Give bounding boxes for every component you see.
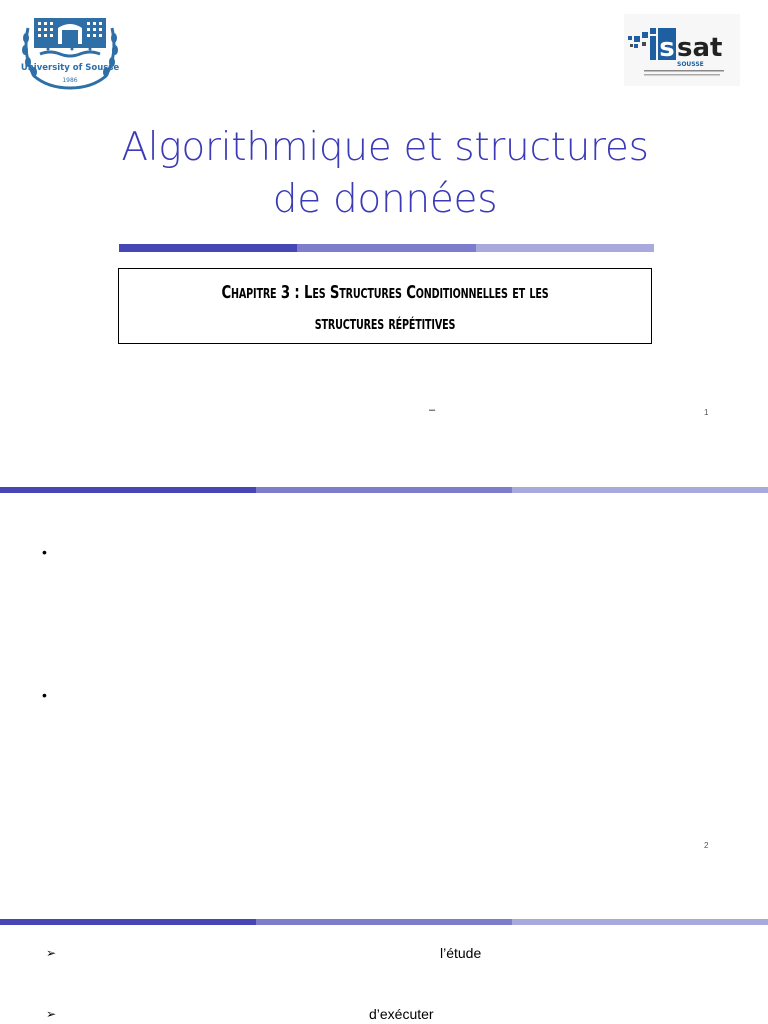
chapter-heading-box <box>118 268 652 344</box>
chapter-line-1: Chapitre 3 : Les Structures Conditionnelles et les <box>221 282 549 303</box>
slide-separator-2 <box>0 919 768 925</box>
slide-title <box>60 122 710 226</box>
separator-segment-mid <box>256 919 512 925</box>
issat-sousse-logo <box>624 14 740 86</box>
dash-mark: – <box>429 404 436 416</box>
title-line-1: Algorithmique et structures <box>121 125 649 170</box>
separator-segment-dark <box>0 919 256 925</box>
text-fragment-2: d’exécuter <box>369 1006 434 1022</box>
bar-segment-mid <box>297 244 475 252</box>
bullet-point-2: • <box>42 687 47 703</box>
bullet-point-1: • <box>42 544 47 560</box>
separator-segment-mid <box>256 487 512 493</box>
bar-segment-light <box>476 244 654 252</box>
separator-segment-light <box>512 487 768 493</box>
slide-number-2: 2 <box>704 841 709 850</box>
svg-text:1986: 1986 <box>62 77 78 84</box>
svg-text:s: s <box>659 33 675 63</box>
text-fragment-1: l’étude <box>440 945 482 961</box>
arrow-bullet-2: ➢ <box>46 1007 57 1021</box>
svg-text:SOUSSE: SOUSSE <box>677 61 704 68</box>
separator-segment-dark <box>0 487 256 493</box>
slide-separator-1 <box>0 487 768 493</box>
arrow-bullet-1: ➢ <box>46 946 57 960</box>
slide-number-1: 1 <box>704 408 709 417</box>
title-underline-bar <box>119 244 654 252</box>
separator-segment-light <box>512 919 768 925</box>
svg-text:University of Sousse: University of Sousse <box>20 63 120 73</box>
svg-text:sat: sat <box>677 33 723 63</box>
university-of-sousse-logo <box>20 14 120 90</box>
title-line-2: de données <box>272 177 498 222</box>
chapter-line-2: structures répétitives <box>314 313 456 334</box>
bar-segment-dark <box>119 244 297 252</box>
